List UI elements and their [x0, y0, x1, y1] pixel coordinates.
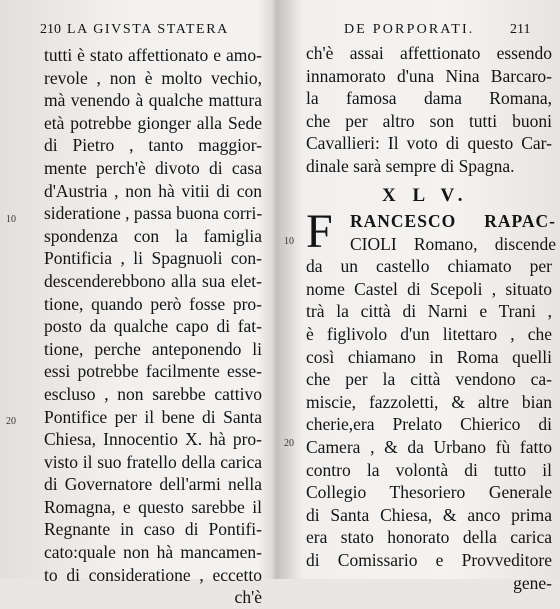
text-line: spondenza con la famiglia	[44, 225, 262, 246]
text-line: da un castello chiamato per	[306, 256, 552, 277]
catchword: ch'è	[234, 587, 262, 608]
text-line: Camera , & da Urbano fù fatto	[306, 436, 552, 457]
text-line: visto il suo fratello della carica	[44, 451, 262, 472]
left-running-head	[40, 22, 229, 38]
text-line: innamorato d'una Nina Barcaro-	[306, 65, 552, 86]
right-line-number-10: 10	[284, 236, 294, 247]
text-line: mà venendo à qualche mattura	[44, 90, 262, 111]
text-line: CIOLI Romano, discende	[350, 233, 556, 254]
left-page-number: 210	[40, 22, 61, 37]
chapter-opening-line: RANCESCO RAPAC-	[350, 211, 556, 231]
text-line: Chiesa, Innocentio X. hà pro-	[44, 429, 262, 450]
text-line: di Comissario e Provveditore	[306, 549, 552, 570]
text-line: Romagna, e questo sarebbe il	[44, 496, 262, 517]
text-line: Cavallieri: Il voto di questo Car-	[306, 133, 552, 154]
text-line: contro la volontà di tutto il	[306, 459, 552, 480]
text-line: età potrebbe gionger alla Sede	[44, 112, 262, 133]
text-line: la famosa dama Romana,	[306, 88, 552, 109]
chapter-text	[306, 205, 560, 594]
text-line: mente perch'è divoto di casa	[44, 157, 262, 178]
drop-cap: F	[306, 205, 333, 258]
right-page-top-text	[306, 42, 558, 178]
left-line-number-10: 10	[6, 214, 16, 225]
left-page	[0, 0, 274, 608]
text-line: revole , non è molto vechio,	[44, 67, 262, 88]
left-page-text	[44, 44, 272, 609]
text-line: cato:quale non hà mancamen-	[44, 542, 262, 563]
text-line: Regnante in caso di Pontifi-	[44, 519, 262, 540]
text-line: to di consideratione , eccetto	[44, 564, 262, 585]
text-line: Pontificia , li Spagnuoli con-	[44, 248, 262, 269]
text-line: era stato honorato della carica	[306, 527, 552, 548]
text-line: di Governatore dell'armi nella	[44, 474, 262, 495]
text-line: di Pietro , tanto maggior-	[44, 135, 262, 156]
text-line: Collegio Thesoriero Generale	[306, 482, 552, 503]
text-line: tione, quando però fosse pro-	[44, 293, 262, 314]
right-page	[282, 0, 560, 593]
text-line: escluso , non sarebbe cattivo	[44, 383, 262, 404]
text-line: d'Austria , non hà vitii di con	[44, 180, 262, 201]
text-line: di Santa Chiesa, & anco prima	[306, 504, 552, 525]
text-line: è figlivolo d'un litettaro , che	[306, 323, 552, 344]
text-line: che per la città vendono ca-	[306, 369, 552, 390]
text-line: ch'è assai affettionato essendo	[306, 43, 552, 63]
text-line: tutti è stato affettionato e amo-	[44, 45, 262, 65]
text-line: tione, perche anteponendo li	[44, 338, 262, 359]
left-running-title: LA GIVSTA STATERA	[67, 22, 229, 37]
text-line: miscie, fazzoletti, & altre bian	[306, 391, 552, 412]
text-line: che per altro son tutti buoni	[306, 110, 552, 131]
text-line: dinale sarà sempre di Spagna.	[306, 155, 515, 176]
text-line: cherie,era Prelato Chierico di	[306, 414, 552, 435]
right-page-number: 211	[510, 22, 531, 37]
text-line: nome Castel di Scepoli , situato	[306, 278, 552, 299]
text-line: posto da qualche capo di fat-	[44, 316, 262, 337]
text-line: descenderebbono alla sua elet-	[44, 270, 262, 291]
text-line: sideratione , passa buona corri-	[44, 203, 263, 224]
text-line: trà la città di Narni e Trani ,	[306, 301, 552, 322]
left-line-number-20: 20	[6, 416, 16, 427]
text-line: così chiamano in Roma quelli	[306, 346, 552, 367]
section-heading: X L V.	[382, 185, 469, 206]
catchword: gene-	[513, 572, 552, 593]
text-line: Pontifice per il bene di Santa	[44, 406, 262, 427]
text-line: essi potrebbe facilmente esse-	[44, 361, 262, 382]
right-line-number-20: 20	[284, 438, 294, 449]
right-running-head	[344, 22, 531, 38]
right-running-title: DE PORPORATI.	[344, 22, 475, 37]
